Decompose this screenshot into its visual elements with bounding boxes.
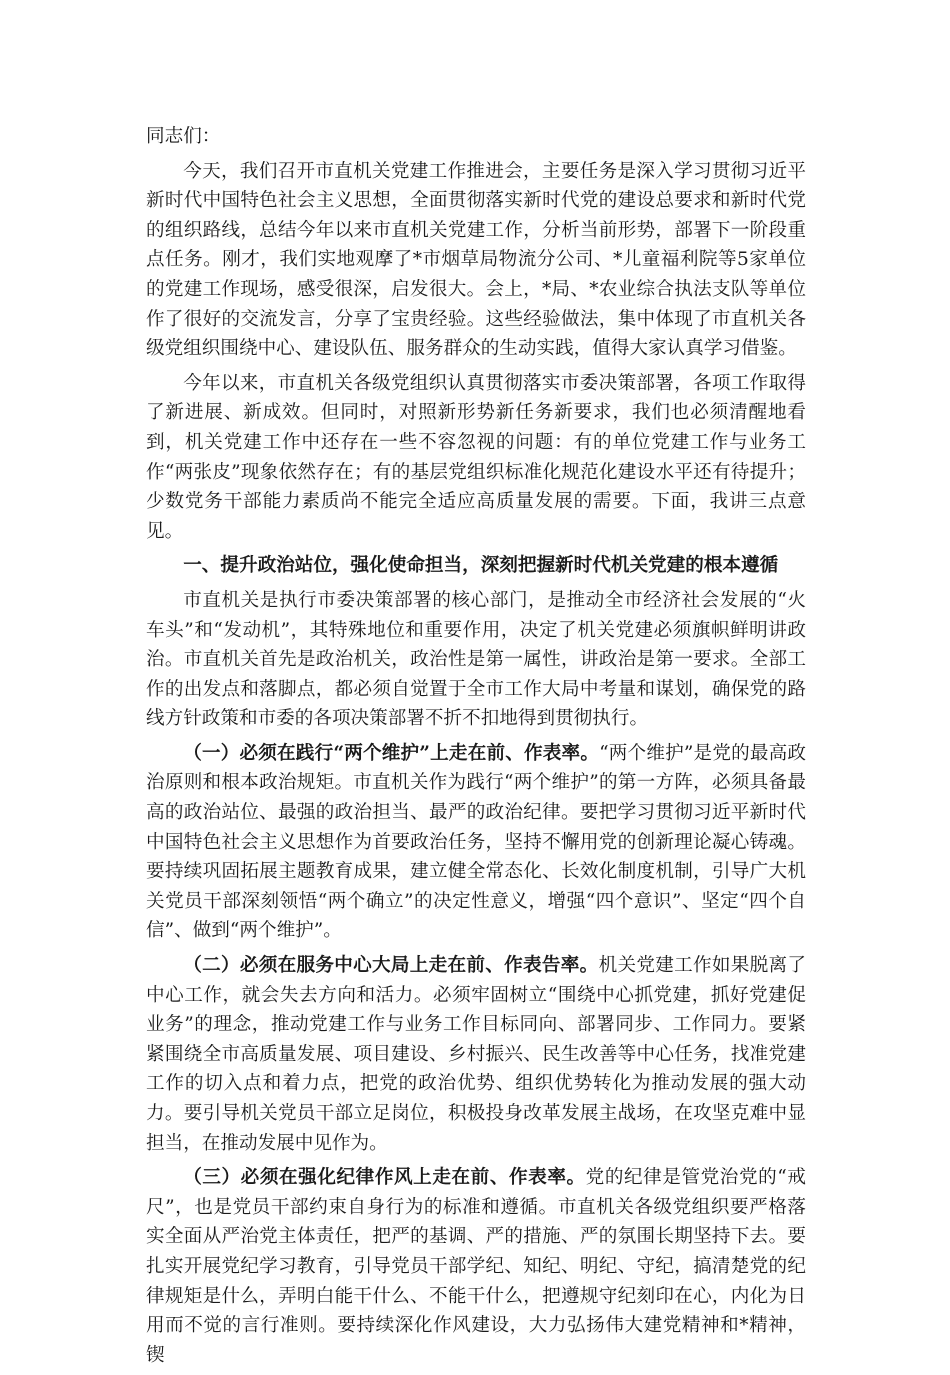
section-heading: 一、提升政治站位，强化使命担当，深刻把握新时代机关党建的根本遵循 xyxy=(183,555,779,577)
intro-paragraph: 今年以来，市直机关各级党组织认真贯彻落实市委决策部署，各项工作取得了新进展、新成效。但同时，对照新形势新任务新要求，我们也必须清醒地看到，机关党建工作中还存在一些不容忽视的问题：有的单位党建工作与业务工作“两张皮”现象依然存在；有的基层党组织标准化规范化建设水平还有待提升；少数党务干部能力素质尚不能完全适应高质量发展的需要。下面，我讲三点意见。 xyxy=(146,372,806,542)
subsection-paragraph xyxy=(146,951,806,1158)
document-page xyxy=(146,122,806,1375)
section-intro-paragraph: 市直机关是执行市委决策部署的核心部门，是推动全市经济社会发展的“火车头”和“发动机”，其特殊地位和重要作用，决定了机关党建必须旗帜鲜明讲政治。市直机关首先是政治机关，政治性是第一属性，讲政治是第一要求。全部工作的出发点和落脚点，都必须自觉置于全市工作大局中考量和谋划，确保党的路线方针政策和市委的各项决策部署不折不扣地得到贯彻执行。 xyxy=(146,589,806,730)
subsection-paragraph xyxy=(146,739,806,946)
subsection-body: 机关党建工作如果脱离了中心工作，就会失去方向和活力。必须牢固树立“围绕中心抓党建，抓好党建促业务”的理念，推动党建工作与业务工作目标同向、部署同步、工作同力。要紧紧围绕全市高质量发展、项目建设、乡村振兴、民生改善等中心任务，找准党建工作的切入点和着力点，把党的政治优势、组织优势转化为推动发展的强大动力。要引导机关党员干部立足岗位，积极投身改革发展主战场，在攻坚克难中显担当，在推动发展中见作为。 xyxy=(146,955,806,1154)
intro-paragraph: 今天，我们召开市直机关党建工作推进会，主要任务是深入学习贯彻习近平新时代中国特色社会主义思想，全面贯彻落实新时代党的建设总要求和新时代党的组织路线，总结今年以来市直机关党建工作，分析当前形势，部署下一阶段重点任务。刚才，我们实地观摩了*市烟草局物流分公司、*儿童福利院等5家单位的党建工作现场，感受很深，启发很大。会上，*局、*农业综合执法支队等单位作了很好的交流发言，分享了宝贵经验。这些经验做法，集中体现了市直机关各级党组织围绕中心、建设队伍、服务群众的生动实践，值得大家认真学习借鉴。 xyxy=(146,160,806,360)
subsection-body: 党的纪律是管党治党的“戒尺”，也是党员干部约束自身行为的标准和遵循。市直机关各级党组织要严格落实全面从严治党主体责任，把严的基调、严的措施、严的氛围长期坚持下去。要扎实开展党纪学习教育，引导党员干部学纪、知纪、明纪、守纪，搞清楚党的纪律规矩是什么，弄明白能干什么、不能干什么，把遵规守纪刻印在心，内化为日用而不觉的言行准则。要持续深化作风建设，大力弘扬伟大建党精神和*精神，锲 xyxy=(146,1167,806,1366)
subsection-lead: （三）必须在强化纪律作风上走在前、作表率。 xyxy=(183,1167,586,1189)
salutation: 同志们： xyxy=(146,126,221,147)
subsection-lead: （一）必须在践行“两个维护”上走在前、作表率。 xyxy=(183,742,600,764)
subsection-lead: （二）必须在服务中心大局上走在前、作表告率。 xyxy=(183,955,599,977)
subsection-body: “两个维护”是党的最高政治原则和根本政治规矩。市直机关作为践行“两个维护”的第一方阵，必须具备最高的政治站位、最强的政治担当、最严的政治纪律。要把学习贯彻习近平新时代中国特色社会主义思想作为首要政治任务，坚持不懈用党的创新理论凝心铸魂。要持续巩固拓展主题教育成果，建立健全常态化、长效化制度机制，引导广大机关党员干部深刻领悟“两个确立”的决定性意义，增强“四个意识”、坚定“四个自信”、做到“两个维护”。 xyxy=(146,742,806,942)
subsection-paragraph xyxy=(146,1163,806,1370)
